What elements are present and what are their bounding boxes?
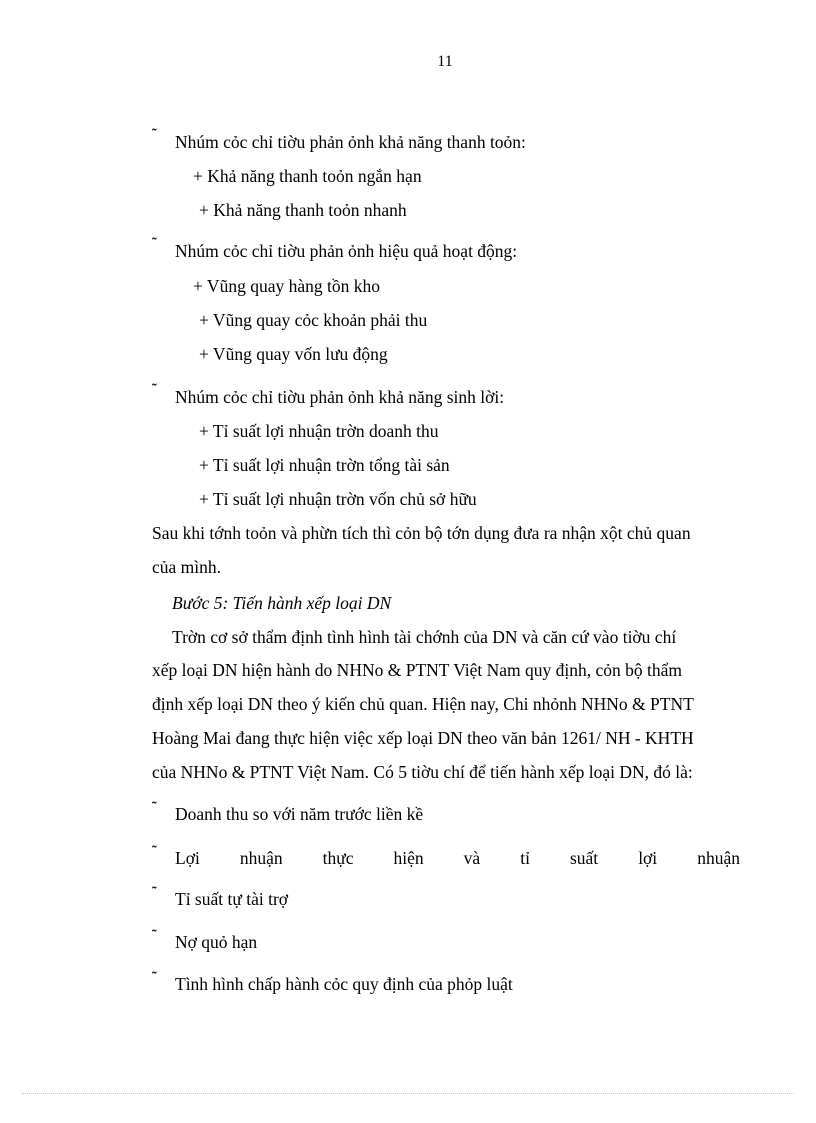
word: lợi	[638, 848, 658, 868]
step5-paragraph-line: xếp loại DN hiện hành do NHNo & PTNT Việt Nam quy định, cỏn bộ thẩm	[152, 660, 683, 680]
bullet-marker: ˜	[152, 382, 157, 397]
word: tỉ	[520, 848, 530, 868]
step5-paragraph-line: định xếp loại DN theo ý kiến chủ quan. Hiện nay, Chi nhỏnh NHNo & PTNT	[152, 694, 694, 714]
criterion-item: Tỉ suất tự tài trợ	[175, 889, 289, 909]
word: nhuận	[697, 848, 740, 868]
criterion-item: Doanh thu so với năm trước liền kề	[175, 804, 424, 824]
word: hiện	[393, 848, 424, 868]
group3-item: + Tỉ suất lợi nhuận trờn tổng tài sản	[199, 455, 450, 475]
word: Lợi	[175, 848, 200, 868]
bullet-marker: ˜	[152, 885, 157, 900]
criterion-item-justified	[175, 847, 740, 869]
group3-heading: Nhúm cỏc chỉ tiờu phản ỏnh khả năng sinh lời:	[175, 387, 505, 407]
group2-item: + Vũng quay vốn lưu động	[199, 344, 388, 364]
page-bottom-rule	[22, 1093, 794, 1094]
summary-line: Sau khi tớnh toỏn và phừn tích thì cỏn bộ tớn dụng đưa ra nhận xột chủ quan	[152, 523, 691, 543]
group3-item: + Tỉ suất lợi nhuận trờn vốn chủ sở hữu	[199, 489, 477, 509]
step5-paragraph-line: Trờn cơ sở thẩm định tình hình tài chớnh của DN và căn cứ vào tiờu chí	[172, 627, 677, 647]
criterion-item: Tình hình chấp hành cỏc quy định của phỏp luật	[175, 974, 513, 994]
word: thực	[322, 848, 354, 868]
group1-item: + Khả năng thanh toỏn nhanh	[199, 200, 407, 220]
word: nhuận	[239, 848, 283, 868]
step5-paragraph-line: của NHNo & PTNT Việt Nam. Có 5 tiờu chí để tiến hành xếp loại DN, đó là:	[152, 762, 693, 782]
bullet-marker: ˜	[152, 970, 157, 985]
group3-item: + Tỉ suất lợi nhuận trờn doanh thu	[199, 421, 439, 441]
bullet-marker: ˜	[152, 844, 157, 859]
bullet-marker: ˜	[152, 127, 157, 142]
page-number: 11	[437, 53, 453, 70]
bullet-marker: ˜	[152, 236, 157, 251]
group2-item: + Vũng quay cỏc khoản phải thu	[199, 310, 428, 330]
criterion-item: Nợ quỏ hạn	[175, 932, 258, 952]
bullet-marker: ˜	[152, 928, 157, 943]
step5-paragraph-line: Hoàng Mai đang thực hiện việc xếp loại DN theo văn bản 1261/ NH - KHTH	[152, 728, 694, 748]
word: và	[463, 848, 481, 868]
group1-heading: Nhúm cỏc chỉ tiờu phản ỏnh khả năng thanh toỏn:	[175, 132, 526, 152]
group2-heading: Nhúm cỏc chỉ tiờu phản ỏnh hiệu quả hoạt động:	[175, 241, 518, 261]
step5-heading: Bước 5: Tiến hành xếp loại DN	[172, 593, 392, 613]
group1-item: + Khả năng thanh toỏn ngắn hạn	[193, 166, 422, 186]
word: suất	[569, 848, 599, 868]
bullet-marker: ˜	[152, 800, 157, 815]
summary-line: của mình.	[152, 557, 222, 577]
group2-item: + Vũng quay hàng tồn kho	[193, 276, 380, 296]
